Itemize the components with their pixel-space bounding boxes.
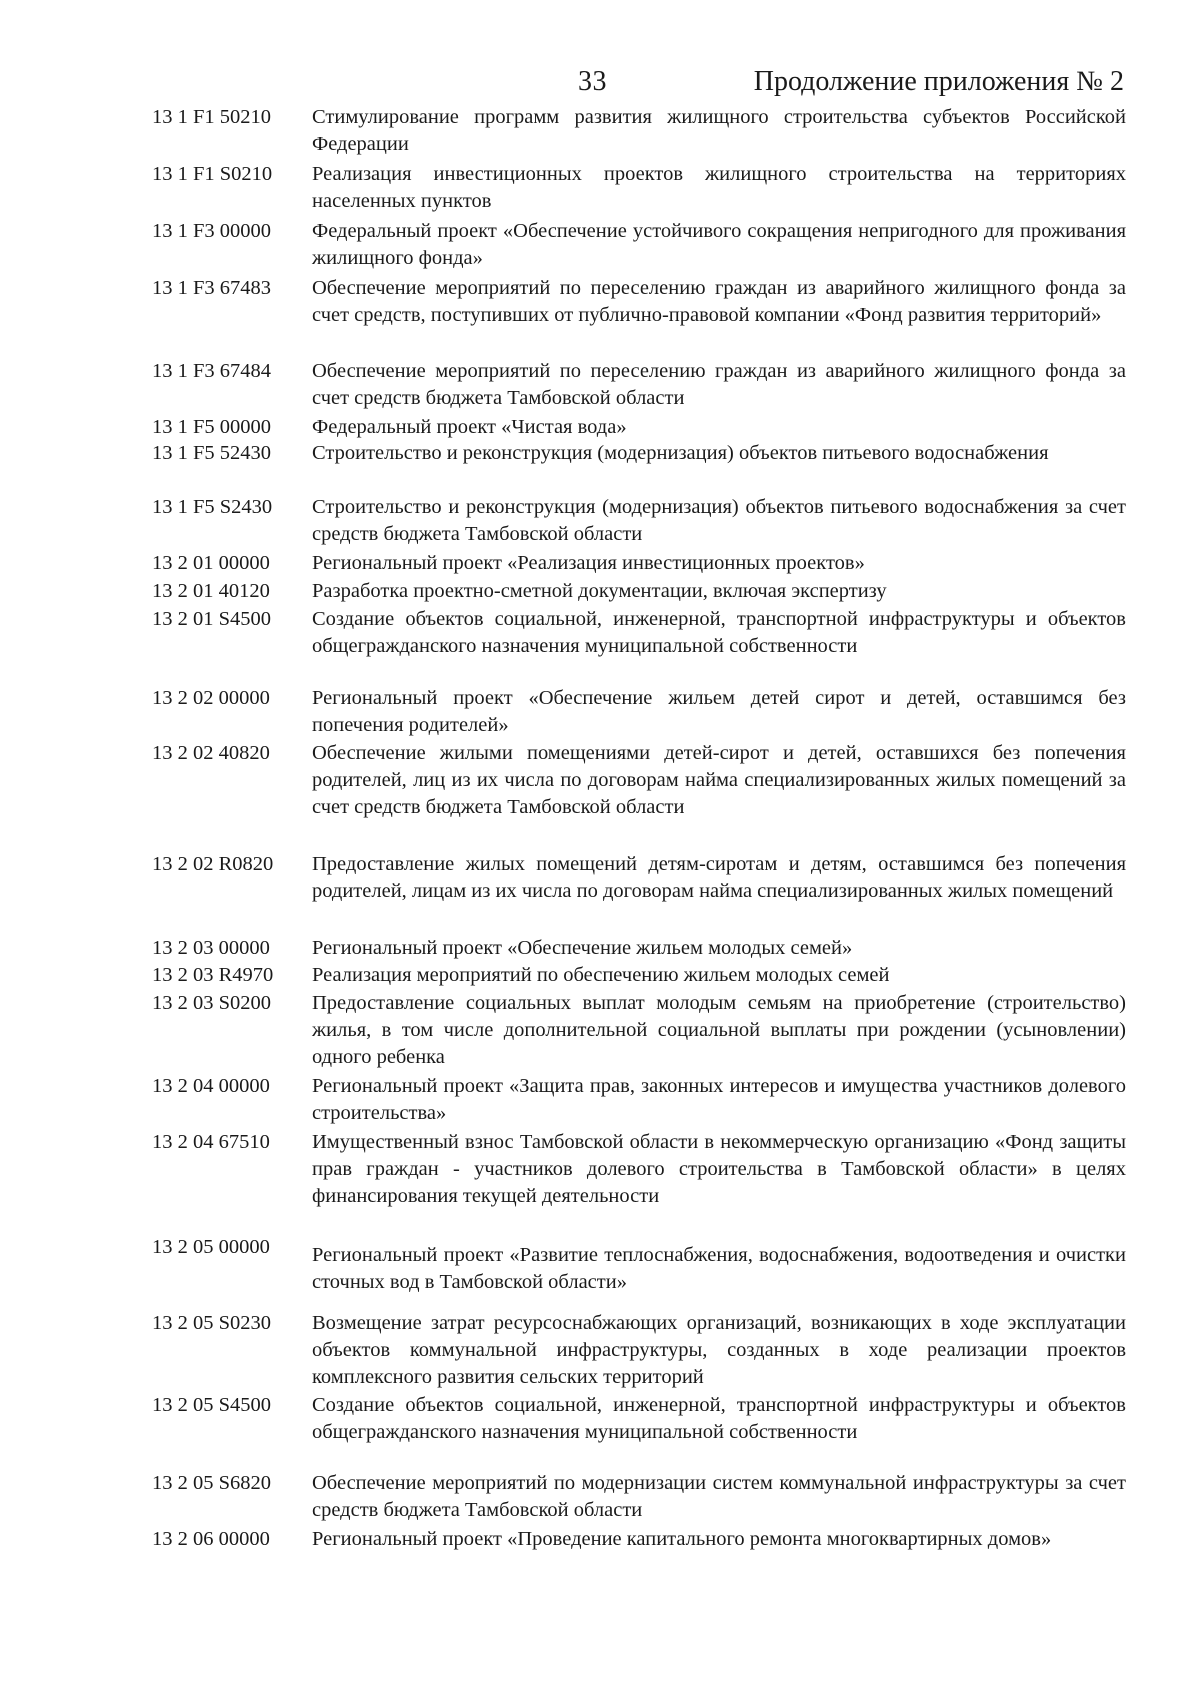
table-row [152,606,1126,660]
row-text: Строительство и реконструкция (модернизация) объектов питьевого водоснабжения за счет средств бюджета Тамбовской области [312,496,1126,545]
table-row [152,851,1126,905]
row-text: Строительство и реконструкция (модернизация) объектов питьевого водоснабжения [312,442,1049,464]
table-row [152,1129,1126,1210]
table-row [152,1310,1126,1391]
table-row [152,685,1126,739]
row-text: Обеспечение мероприятий по переселению граждан из аварийного жилищного фонда за счет средств бюджета Тамбовской области [312,360,1126,409]
table-row [152,218,1126,272]
table-row [152,414,1126,441]
row-text: Имущественный взнос Тамбовской области в некоммерческую организацию «Фонд защиты прав граждан - участников долевого строительства в Тамбовской области» в целях финансирования текущей деятельности [312,1131,1126,1207]
table-row [152,1073,1126,1127]
row-code: 13 2 03 R4970 [152,964,274,986]
row-code: 13 1 F3 67483 [152,277,272,299]
row-text: Разработка проектно-сметной документации, включая экспертизу [312,580,887,602]
table-row [152,494,1126,548]
row-code: 13 2 04 00000 [152,1075,270,1097]
row-code: 13 2 02 00000 [152,687,270,709]
page-number: 33 [578,66,607,97]
row-text: Предоставление социальных выплат молодым семьям на приобретение (строительство) жилья, в том числе дополнительной социальной выплаты при рождении (усыновлении) одного ребенка [312,992,1126,1068]
row-text: Федеральный проект «Чистая вода» [312,416,627,438]
row-text: Региональный проект «Обеспечение жильем детей сирот и детей, оставшимся без попечения родителей» [312,687,1126,736]
table-row [152,962,1126,989]
row-code: 13 2 01 00000 [152,552,270,574]
table-row [152,275,1126,329]
row-text: Предоставление жилых помещений детям-сиротам и детям, оставшимся без попечения родителей, лицам из их числа по договорам найма специализированных жилых помещений [312,853,1126,902]
table-row [152,578,1126,605]
row-text: Обеспечение мероприятий по модернизации систем коммунальной инфраструктуры за счет средств бюджета Тамбовской области [312,1472,1126,1521]
table-row [152,550,1126,577]
table-row [152,935,1126,962]
table-row [152,1392,1126,1446]
row-text: Создание объектов социальной, инженерной, транспортной инфраструктуры и объектов общегражданского назначения муниципальной собственности [312,608,1126,657]
row-text: Стимулирование программ развития жилищного строительства субъектов Российской Федерации [312,106,1126,155]
row-text: Реализация мероприятий по обеспечению жильем молодых семей [312,964,890,986]
row-text: Региональный проект «Реализация инвестиционных проектов» [312,552,865,574]
table-row [152,1470,1126,1524]
table-row [152,740,1126,821]
table-row [152,1526,1126,1553]
continuation-title: Продолжение приложения № 2 [753,66,1124,97]
row-code: 13 1 F1 S0210 [152,163,273,185]
table-row [152,440,1126,467]
row-text: Обеспечение мероприятий по переселению граждан из аварийного жилищного фонда за счет средств, поступивших от публично-правовой компании «Фонд развития территорий» [312,277,1126,326]
row-code: 13 2 03 S0200 [152,992,272,1014]
row-code: 13 1 F1 50210 [152,106,272,128]
row-code: 13 2 05 S6820 [152,1472,272,1494]
row-code: 13 2 05 S0230 [152,1312,272,1334]
row-text: Региональный проект «Обеспечение жильем молодых семей» [312,937,853,959]
table-row [152,104,1126,158]
row-code: 13 2 01 S4500 [152,608,272,630]
table-row [152,358,1126,412]
table-row [152,990,1126,1071]
row-text: Региональный проект «Защита прав, законных интересов и имущества участников долевого строительства» [312,1075,1126,1124]
row-code: 13 1 F5 52430 [152,442,272,464]
row-code: 13 2 06 00000 [152,1528,270,1550]
row-text: Реализация инвестиционных проектов жилищного строительства на территориях населенных пунктов [312,163,1126,212]
row-code: 13 2 02 R0820 [152,853,274,875]
row-text: Региональный проект «Проведение капитального ремонта многоквартирных домов» [312,1528,1052,1550]
row-code: 13 1 F5 S2430 [152,496,273,518]
table-row [152,1234,1126,1296]
row-text: Создание объектов социальной, инженерной, транспортной инфраструктуры и объектов общегражданского назначения муниципальной собственности [312,1394,1126,1443]
row-code: 13 2 05 00000 [152,1236,270,1258]
row-code: 13 2 01 40120 [152,580,270,602]
row-text: Обеспечение жилыми помещениями детей-сирот и детей, оставшихся без попечения родителей, лиц из их числа по договорам найма специализированных жилых помещений за счет средств бюджета Тамбовской области [312,742,1126,818]
row-code: 13 1 F5 00000 [152,416,272,438]
row-code: 13 2 02 40820 [152,742,270,764]
row-code: 13 2 05 S4500 [152,1394,272,1416]
row-code: 13 2 04 67510 [152,1131,270,1153]
row-text: Федеральный проект «Обеспечение устойчивого сокращения непригодного для проживания жилищного фонда» [312,220,1126,269]
table-row [152,161,1126,215]
row-code: 13 2 03 00000 [152,937,270,959]
row-text: Региональный проект «Развитие теплоснабжения, водоснабжения, водоотведения и очистки сточных вод в Тамбовской области» [312,1244,1126,1293]
row-code: 13 1 F3 00000 [152,220,272,242]
row-text: Возмещение затрат ресурсоснабжающих организаций, возникающих в ходе эксплуатации объектов коммунальной инфраструктуры, созданных в ходе реализации проектов комплексного развития сельских территорий [312,1312,1126,1388]
row-code: 13 1 F3 67484 [152,360,272,382]
